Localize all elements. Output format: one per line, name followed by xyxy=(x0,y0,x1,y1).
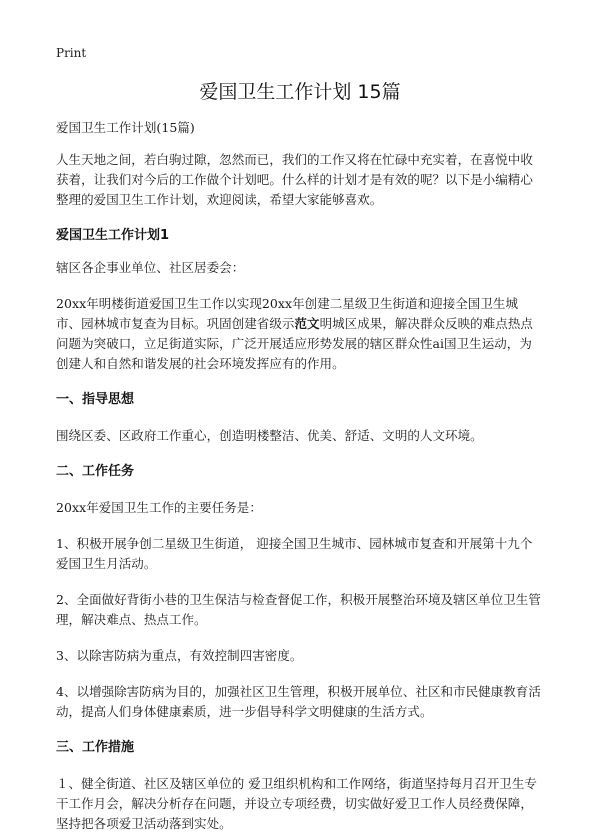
paragraph-goal xyxy=(56,294,542,374)
document-subtitle: 爱国卫生工作计划(15篇) xyxy=(56,120,195,135)
tasks-intro: 20xx年爱国卫生工作的主要任务是： xyxy=(56,500,262,515)
heading-work-tasks: 二、工作任务 xyxy=(56,464,135,479)
intro-paragraph: 人生天地之间，若白驹过隙，忽然而已，我们的工作又将在忙碌中充实着，在喜悦中收获着，让我们对今后的工作做个计划吧。什么样的计划才是有效的呢？以下是小编精心整理的爱国卫生工作计划，欢迎阅读，希望大家能够喜欢。 xyxy=(56,152,533,207)
section-heading-plan-1: 爱国卫生工作计划1 xyxy=(56,228,170,243)
document-title: 爱国卫生工作计划 15篇 xyxy=(199,81,401,103)
task-item-4: 4、以增强除害防病为目的，加强社区卫生管理，积极开展单位、社区和市民健康教育活动，提高人们身体健康素质，进一步倡导科学文明健康的生活方式。 xyxy=(56,684,541,719)
greeting-line: 辖区各企事业单位、社区居委会： xyxy=(56,260,245,275)
heading-guiding-ideology: 一、指导思想 xyxy=(56,392,135,407)
paragraph-goal-part-a: 20xx年明楼街道爱国卫生工作以实现20xx年创建二星级卫生街道和迎接全国卫生城市、园林城市复查为目标。巩固创建省级示 xyxy=(56,296,519,331)
guiding-paragraph: 围绕区委、区政府工作重心，创造明楼整洁、优美、舒适、文明的人文环境。 xyxy=(56,428,483,443)
heading-work-measures: 三、工作措施 xyxy=(56,740,135,755)
task-item-2: 2、全面做好背街小巷的卫生保洁与检查督促工作，积极开展整治环境及辖区单位卫生管理，解决难点、热点工作。 xyxy=(56,592,541,627)
task-item-3: 3、以除害防病为重点，有效控制四害密度。 xyxy=(56,648,303,663)
print-label: Print xyxy=(56,46,87,60)
paragraph-goal-part-b: 明城区成果，解决群众反映的难点热点问题为突破口，立足街道实际，广泛开展适应形势发展的辖区群众性ai国卫生运动，为创建人和自然和谐发展的社会环境发挥应有的作用。 xyxy=(56,316,533,371)
task-item-1: 1、积极开展争创二星级卫生街道， 迎接全国卫生城市、园林城市复查和开展第十九个爱国卫生月活动。 xyxy=(56,536,533,571)
measure-item-1: １、健全街道、社区及辖区单位的 爱卫组织机构和工作网络，街道坚持每月召开卫生专干工作月会，解决分析存在问题，并设立专项经费，切实做好爱卫工作人员经费保障，坚持把各项爱卫活动落到实处。 xyxy=(56,776,537,831)
paragraph-goal-bold: 范文 xyxy=(294,316,320,331)
document-body xyxy=(56,118,542,834)
